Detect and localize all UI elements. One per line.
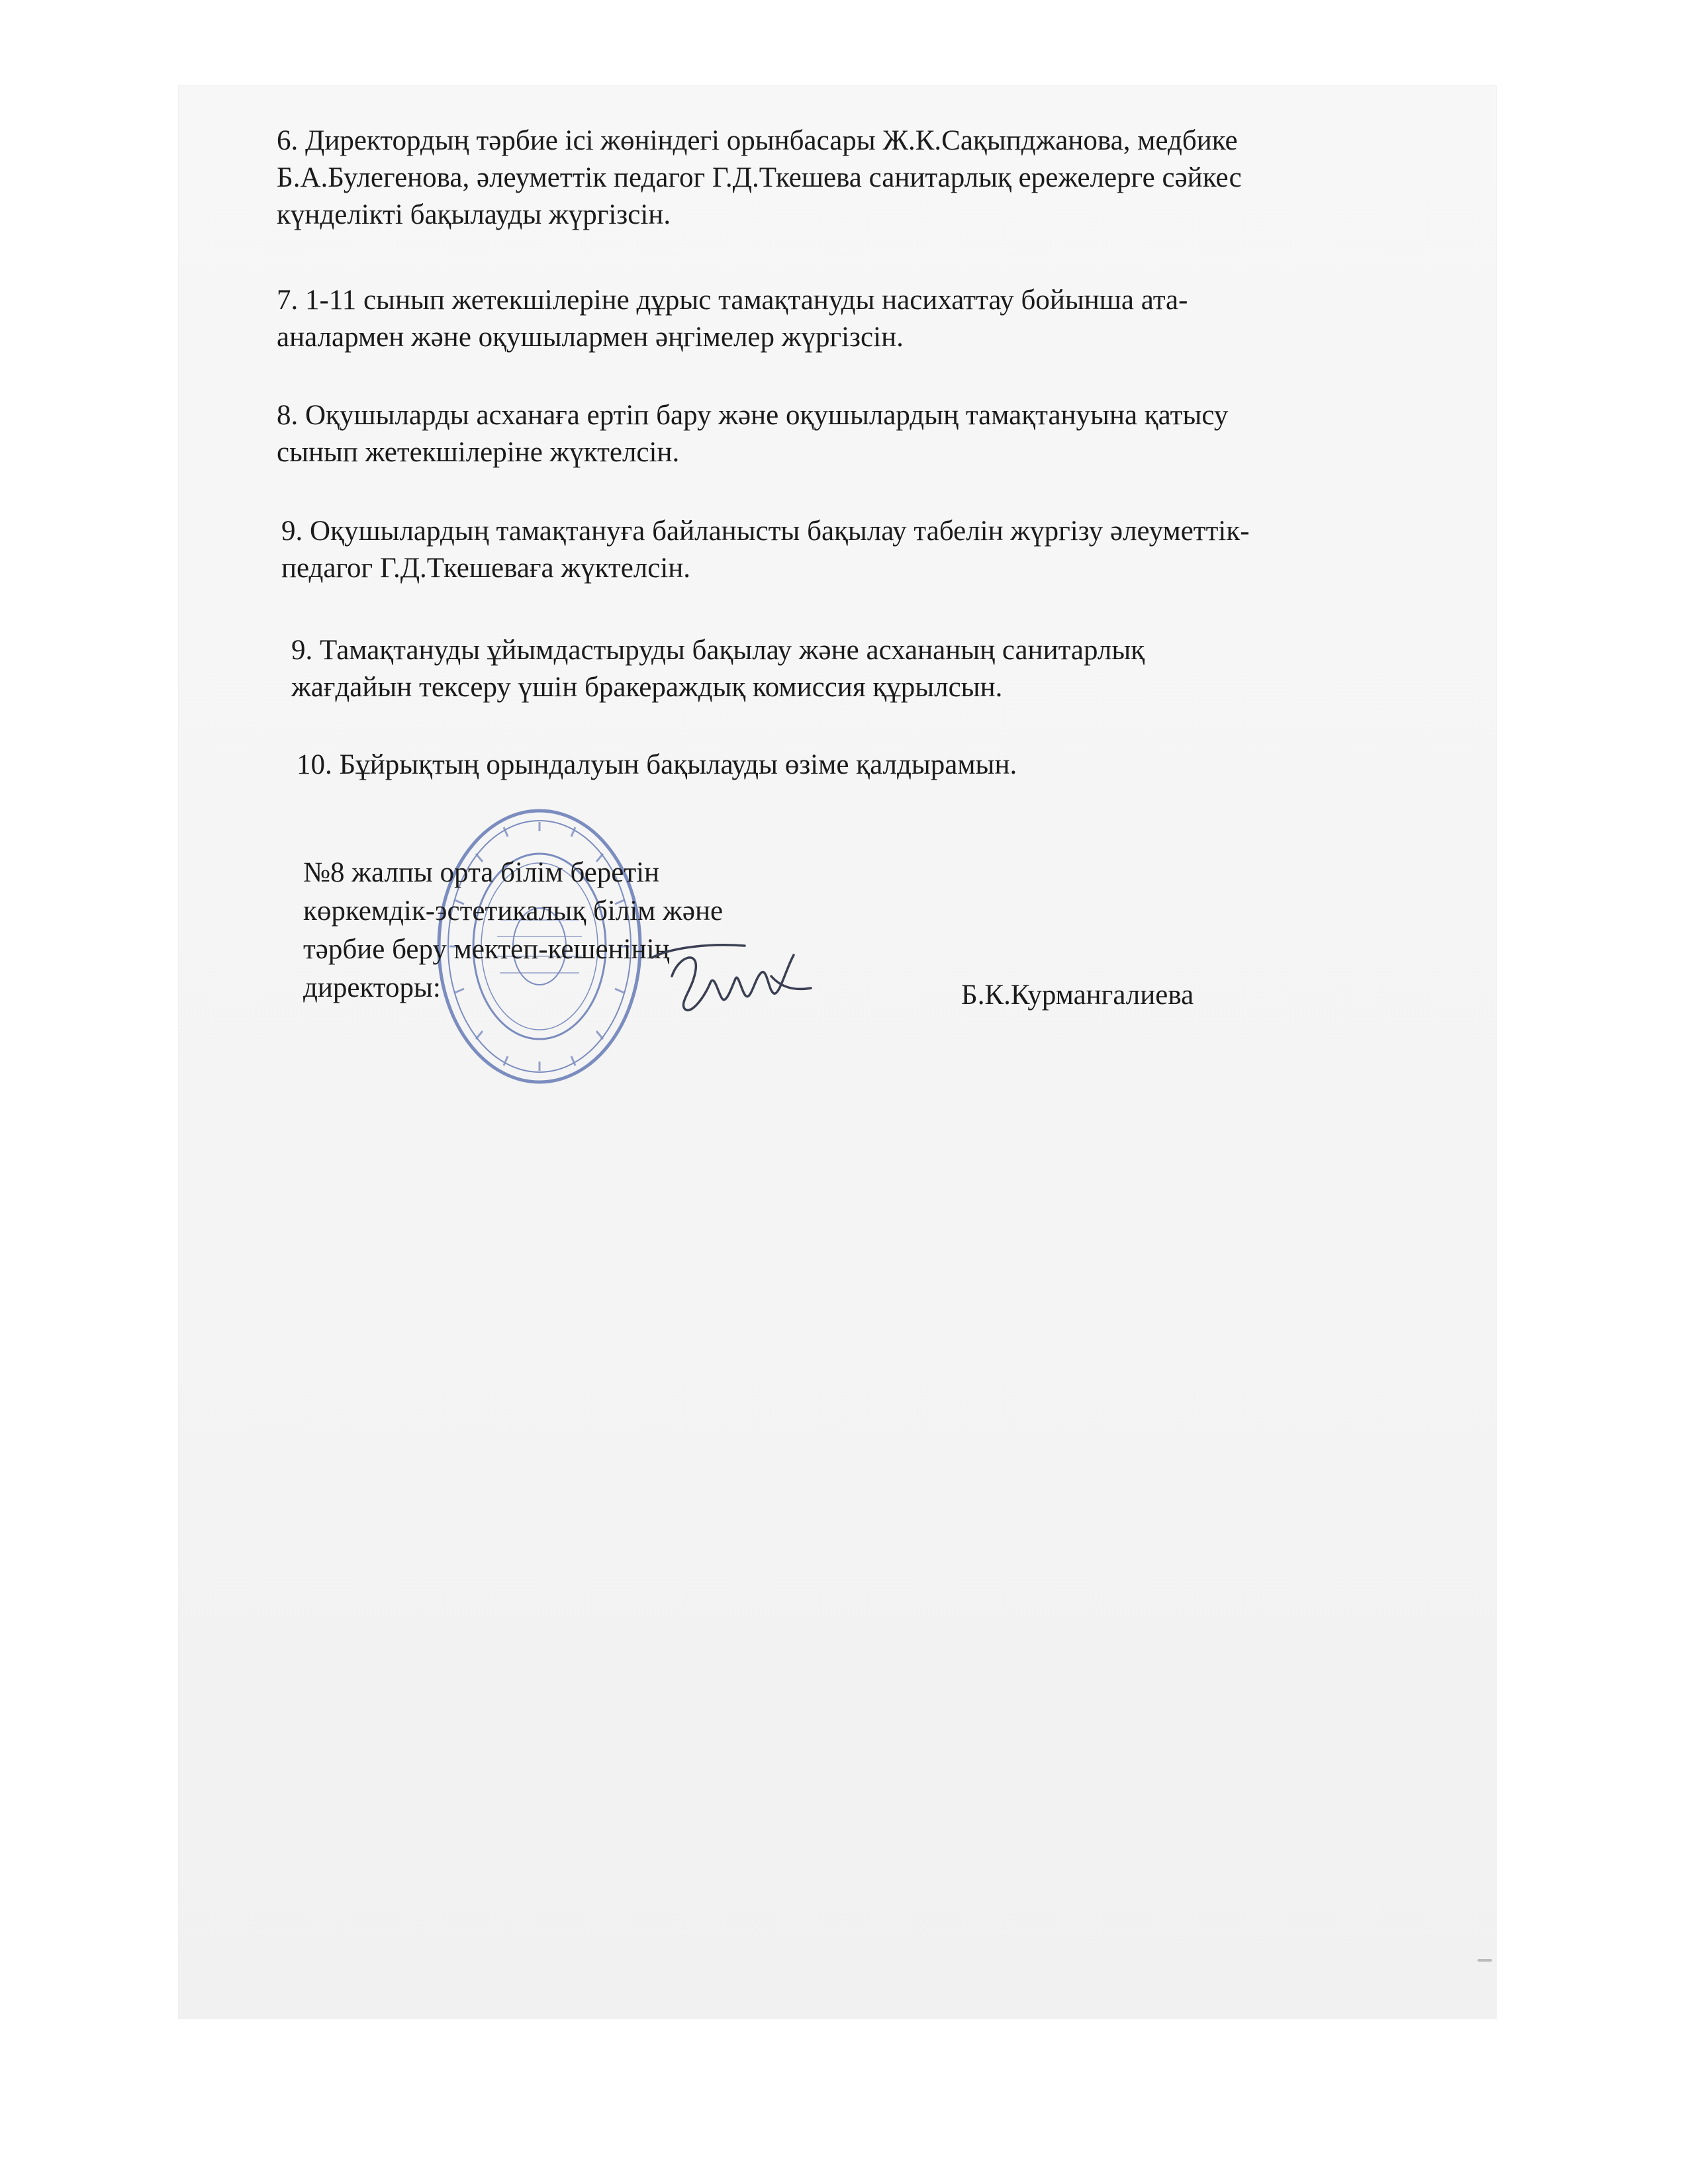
text-line: 9. Тамақтануды ұйымдастыруды бақылау және асхананың санитарлық (291, 635, 1145, 666)
order-item-6 (277, 122, 1242, 234)
text-line: сынып жетекшілеріне жүктелсін. (277, 437, 680, 468)
text-line: 7. 1-11 сынып жетекшілеріне дұрыс тамақтануды насихаттау бойынша ата- (277, 285, 1188, 316)
director-title: директоры: (303, 972, 441, 1003)
order-item-7 (277, 282, 1188, 356)
text-line: жағдайын тексеру үшін бракераждық комиссия құрылсын. (291, 672, 1003, 703)
text-line: 10. Бұйрықтың орындалуын бақылауды өзіме қалдырамын. (297, 749, 1017, 780)
text-line: 8. Оқушыларды асханаға ертіп бару және оқушылардың тамақтануына қатысу (277, 400, 1229, 431)
text-line: күнделікті бақылауды жүргізсін. (277, 199, 671, 230)
page-edge-mark (1477, 1959, 1492, 1962)
order-item-9-meal-record (281, 513, 1250, 587)
director-name: Б.К.Курмангалиева (961, 979, 1194, 1011)
school-name-line: №8 жалпы орта білім беретін (303, 857, 660, 888)
text-line: педагог Г.Д.Ткешеваға жүктелсін. (281, 553, 691, 584)
order-item-9-commission (291, 632, 1145, 706)
text-line: 6. Директордың тәрбие ісі жөніндегі орынбасары Ж.К.Сақыпджанова, медбике (277, 125, 1238, 156)
document-page (179, 86, 1496, 2019)
handwritten-signature (632, 930, 824, 1029)
order-item-10 (297, 747, 1017, 784)
text-line: аналармен және оқушылармен әңгімелер жүргізсін. (277, 322, 904, 353)
school-name-line: тәрбие беру мектеп-кешенінің (303, 934, 670, 965)
text-line: 9. Оқушылардың тамақтануға байланысты бақылау табелін жүргізу әлеуметтік- (281, 516, 1250, 547)
school-name-line: көркемдік-эстетикалық білім және (303, 895, 724, 927)
text-line: Б.А.Булегенова, әлеуметтік педагог Г.Д.Ткешева санитарлық ережелерге сәйкес (277, 162, 1242, 193)
order-item-8 (277, 397, 1228, 471)
